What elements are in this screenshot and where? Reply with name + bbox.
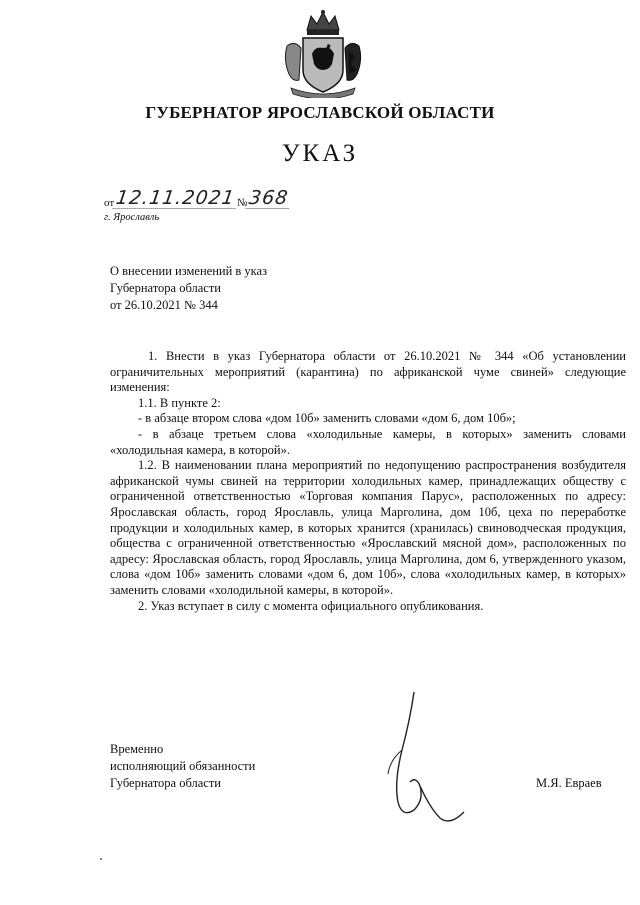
signatory-name: М.Я. Евраев bbox=[536, 776, 602, 790]
handwritten-number: 368 bbox=[247, 187, 291, 209]
clause-2: 2. Указ вступает в силу с момента официального опубликования. bbox=[138, 598, 484, 613]
subject-line: О внесении изменений в указ bbox=[110, 264, 268, 278]
position-line: Губернатора области bbox=[110, 776, 221, 790]
clause-1-1: 1.1. В пункте 2: bbox=[138, 395, 221, 410]
page-mark bbox=[100, 858, 102, 860]
position-line: Временно bbox=[110, 742, 164, 756]
subject-line: Губернатора области bbox=[110, 281, 221, 295]
decree-body bbox=[110, 349, 626, 614]
signatory-position bbox=[110, 741, 255, 792]
clause-1-2: 1.2. В наименовании плана мероприятий по недопущению распространения возбудителя африканской чумы свиней на территории холодильных камер, принадлежащих обществу с ограниченной ответственностью «Торговая компания Парус», расположенных по адресу: Ярославская область, город Ярославль, улица Марголина, дом 10б, цеха по переработке продукции и холодильных камер, в которых хранится (хранилась) свиноводческая продукция, общества с ограниченной ответственностью «Ярославский мясной дом», расположенных по адресу: Ярославская область, город Ярославль, улица Марголина, дом 6, утвержденного указом, слова «дом 10б» заменить словами «дом 6, дом 10б», слова «холодильных камер, в которых» заменить словами «холодильной камеры, в которой». bbox=[110, 458, 626, 597]
handwritten-signature bbox=[380, 690, 470, 830]
number-prefix: № bbox=[236, 197, 248, 209]
subject-line: от 26.10.2021 № 344 bbox=[110, 298, 218, 312]
city-of-issue: г. Ярославль bbox=[104, 212, 160, 223]
coat-of-arms-icon bbox=[279, 8, 367, 98]
position-line: исполняющий обязанности bbox=[110, 759, 256, 773]
handwritten-date: 12.11.2021 bbox=[114, 187, 237, 209]
clause-1-1-item: - в абзаце втором слова «дом 10б» заменить словами «дом 6, дом 10б»; bbox=[138, 411, 516, 426]
decree-subject bbox=[110, 263, 267, 314]
issuing-authority: ГУБЕРНАТОР ЯРОСЛАВСКОЙ ОБЛАСТИ bbox=[145, 103, 495, 122]
date-number-line bbox=[104, 188, 291, 210]
clause-1-1-item: - в абзаце третьем слова «холодильные камеры, в которых» заменить словами «холодильная камера, в которой». bbox=[110, 426, 626, 457]
document-type: УКАЗ bbox=[281, 140, 359, 167]
date-prefix: от bbox=[104, 197, 115, 209]
clause-1: 1. Внести в указ Губернатора области от 26.10.2021 № 344 «Об установлении ограничительных мероприятий (карантина) по африканской чуме свиней» следующие изменения: bbox=[110, 349, 626, 395]
